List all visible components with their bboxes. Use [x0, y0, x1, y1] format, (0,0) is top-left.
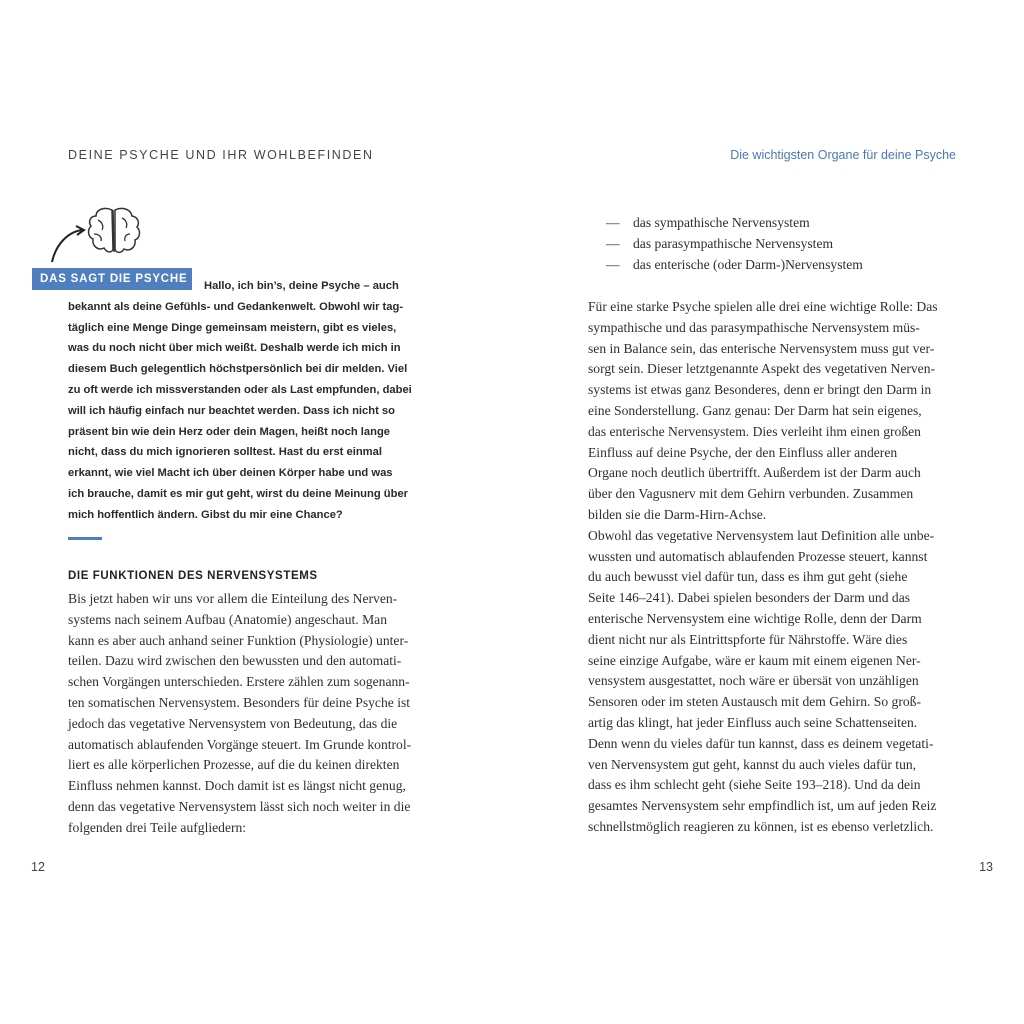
body-line: enterische Nervensystem eine wichtige Rolle, denn der Darm: [588, 610, 922, 626]
list-item-label: das sympathische Nervensystem: [633, 215, 810, 230]
body-line: das enterische Nervensystem. Dies verleiht ihm einen großen: [588, 423, 921, 439]
body-line: Obwohl das vegetative Nervensystem laut Definition alle unbe-: [588, 527, 935, 543]
body-line: über den Vagusnerv mit dem Gehirn verbunden. Zusammen: [588, 486, 914, 502]
dash-icon: —: [606, 215, 620, 230]
callout-line: mich hoffentlich ändern. Gibst du mir eine Chance?: [68, 508, 343, 521]
page-number-left: 12: [31, 860, 45, 874]
callout-line: täglich eine Menge Dinge gemeinsam meistern, gibt es vieles,: [68, 321, 397, 334]
body-line: seine einzige Aufgabe, wäre er kaum mit einem eigenen Ner-: [588, 652, 921, 668]
body-line: Bis jetzt haben wir uns vor allem die Einteilung des Nerven-: [68, 591, 398, 606]
body-line: du auch bewusst viel dafür tun, dass es ihm gut geht (siehe: [588, 569, 908, 585]
body-line: sen in Balance sein, das enterische Nervensystem muss gut ver-: [588, 340, 935, 356]
body-line: liert es alle körperlichen Prozesse, auf die du keinen direkten: [68, 757, 400, 773]
body-line: bilden sie die Darm-Hirn-Achse.: [588, 506, 767, 522]
body-line: wussten und automatisch ablaufenden Prozesse steuert, kannst: [588, 548, 928, 564]
list-item: [606, 255, 863, 276]
accent-divider: [68, 537, 102, 540]
body-line: ten somatischen Nervensystem. Besonders für deine Psyche ist: [68, 694, 411, 710]
callout-line: diesem Buch gelegentlich höchstpersönlich bei dir melden. Viel: [68, 363, 408, 376]
callout-line: präsent bin wie dein Herz oder dein Magen, heißt noch lange: [68, 425, 390, 438]
body-right: [588, 297, 960, 838]
body-line: Für eine starke Psyche spielen alle drei eine wichtige Rolle: Das: [588, 299, 938, 314]
list-item-label: das parasympathische Nervensystem: [633, 235, 834, 251]
page-number-right: 13: [979, 860, 993, 874]
body-line: dass es ihm schlecht geht (siehe Seite 193–218). Und da dein: [588, 777, 921, 793]
body-line: folgenden drei Teile aufgliedern:: [68, 819, 247, 835]
callout-text: [68, 276, 438, 526]
body-line: vensystem ausgestattet, noch wäre er übersät von unzähligen: [588, 673, 919, 689]
callout-tag: DAS SAGT DIE PSYCHE: [32, 268, 192, 290]
body-line: ven Nervensystem gut geht, kannst du auch vieles dafür tun,: [588, 756, 917, 772]
callout-line: nicht, dass du mich ignorieren solltest. Hast du erst einmal: [68, 446, 382, 459]
body-line: artig das klingt, hat jeder Einfluss auch seine Schattenseiten.: [588, 714, 918, 730]
body-line: sympathische und das parasympathische Nervensystem müs-: [588, 319, 920, 335]
body-line: Einfluss auf deine Psyche, der den Einfluss aller anderen: [588, 444, 898, 460]
running-head-left: DEINE PSYCHE UND IHR WOHLBEFINDEN: [68, 148, 374, 162]
body-line: jedoch das vegetative Nervensystem von Bedeutung, das die: [68, 715, 398, 731]
list-item-label: das enterische (oder Darm-)Nervensystem: [633, 256, 863, 272]
body-line: systems nach seinem Aufbau (Anatomie) angeschaut. Man: [68, 611, 387, 627]
callout-line: erkannt, wie viel Macht ich über deinen Körper habe und was: [68, 467, 393, 480]
body-line: gesamtes Nervensystem sehr empfindlich ist, um auf jeden Reiz: [588, 798, 937, 814]
nervous-system-list: [606, 213, 863, 275]
section-heading: DIE FUNKTIONEN DES NERVENSYSTEMS: [68, 570, 318, 582]
body-line: Einfluss nehmen kannst. Doch damit ist es längst nicht genug,: [68, 778, 406, 794]
callout-line: ich brauche, damit es mir gut geht, wirst du deine Meinung über: [68, 487, 409, 500]
callout-line: zu oft werde ich missverstanden oder als Last empfunden, dabei: [68, 383, 412, 396]
body-line: Sensoren oder im steten Austausch mit dem Gehirn. So groß-: [588, 694, 921, 710]
body-line: automatisch ablaufenden Vorgänge steuert. Im Grunde kontrol-: [68, 736, 412, 752]
callout-line: bekannt als deine Gefühls- und Gedankenwelt. Obwohl wir tag-: [68, 300, 404, 313]
list-item: [606, 213, 863, 234]
dash-icon: —: [606, 256, 620, 272]
callout-line: will ich häufig einfach nur beachtet werden. Dass ich nicht so: [68, 404, 395, 417]
body-line: sorgt sein. Dieser letztgenannte Aspekt des vegetativen Nerven-: [588, 361, 936, 377]
callout-line: was du noch nicht über mich weißt. Deshalb werde ich mich in: [68, 342, 401, 355]
body-line: schnellstmöglich reagieren zu können, ist es ebenso verletzlich.: [588, 818, 934, 834]
body-line: eine Sonderstellung. Ganz genau: Der Darm hat sein eigenes,: [588, 402, 922, 418]
body-line: Denn wenn du vieles dafür tun kannst, dass es deinem vegetati-: [588, 735, 934, 751]
list-item: [606, 234, 863, 255]
body-line: systems ist etwas ganz Besonderes, denn er bringt den Darm in: [588, 382, 932, 398]
brain-icon: [46, 204, 146, 266]
body-line: Organe noch deutlich übertrifft. Außerdem ist der Darm auch: [588, 465, 921, 481]
body-line: Seite 146–241). Dabei spielen besonders der Darm und das: [588, 590, 911, 606]
running-head-right: Die wichtigsten Organe für deine Psyche: [730, 148, 956, 162]
body-line: teilen. Dazu wird zwischen den bewussten und den automati-: [68, 653, 402, 669]
body-line: denn das vegetative Nervensystem lässt sich noch weiter in die: [68, 798, 411, 814]
callout-line: Hallo, ich bin’s, deine Psyche – auch: [204, 280, 399, 292]
body-left: [68, 589, 440, 839]
body-line: dient nicht nur als Eintrittspforte für Nährstoffe. Wäre dies: [588, 631, 908, 647]
dash-icon: —: [606, 235, 620, 251]
body-line: schen Vorgängen unterschieden. Erstere zählen zum sogenann-: [68, 674, 410, 690]
body-line: kann es aber auch anhand seiner Funktion (Physiologie) unter-: [68, 632, 409, 648]
